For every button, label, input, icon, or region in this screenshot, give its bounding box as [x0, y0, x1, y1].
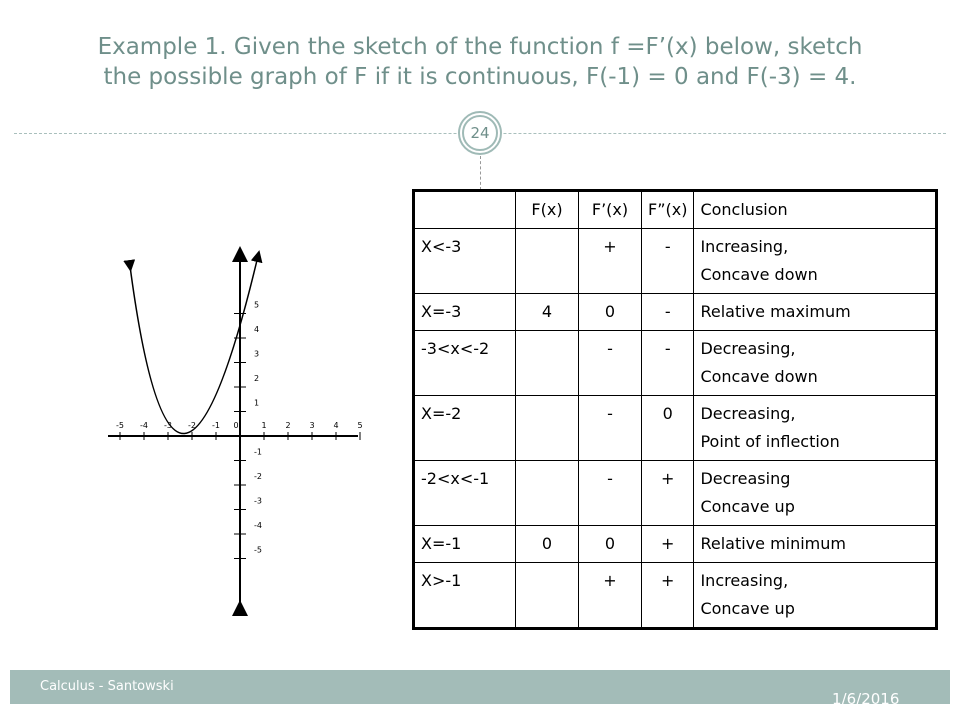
- conclusion-line-1: Decreasing,: [700, 339, 796, 358]
- derivative-graph: [118, 250, 368, 612]
- x-tick-label: 2: [285, 421, 291, 430]
- f-double-prime-sign-cell: +: [642, 563, 694, 629]
- f-prime-sign-cell: -: [579, 331, 642, 396]
- f-double-prime-sign-cell: -: [642, 331, 694, 396]
- y-tick-label: 2: [254, 374, 260, 383]
- interval-cell: -2<x<-1: [414, 461, 516, 526]
- conclusion-line-1: Decreasing: [700, 469, 791, 488]
- page-number-badge: [458, 111, 502, 155]
- f-double-prime-sign-cell: -: [642, 229, 694, 294]
- f-prime-sign-cell: 0: [579, 526, 642, 563]
- y-tick-label: 4: [254, 325, 260, 334]
- f-value-cell: [516, 461, 579, 526]
- y-tick-label: -5: [254, 545, 262, 555]
- y-tick-label: -2: [254, 472, 262, 481]
- interval-cell: X=-1: [414, 526, 516, 563]
- x-tick-label: 0: [233, 421, 239, 430]
- f-prime-sign-cell: +: [579, 563, 642, 629]
- interval-cell: X=-2: [414, 396, 516, 461]
- y-tick-label: 3: [254, 349, 260, 359]
- slide-title: [30, 32, 930, 92]
- f-double-prime-sign-cell: +: [642, 461, 694, 526]
- conclusion-cell: [694, 526, 937, 563]
- f-prime-sign-cell: -: [579, 396, 642, 461]
- interval-cell: X=-3: [414, 294, 516, 331]
- interval-cell: -3<x<-2: [414, 331, 516, 396]
- header-cell: [414, 191, 516, 229]
- f-double-prime-sign-cell: 0: [642, 396, 694, 461]
- title-line-1: Example 1. Given the sketch of the function f =F’(x) below, sketch: [97, 34, 863, 60]
- f-value-cell: [516, 331, 579, 396]
- conclusion-cell: [694, 563, 937, 629]
- conclusion-line-1: Decreasing,: [700, 404, 796, 423]
- table-row: [414, 331, 937, 396]
- table-row: [414, 526, 937, 563]
- page-number: 24: [462, 115, 498, 151]
- conclusion-cell: [694, 229, 937, 294]
- parabola-curve: [130, 256, 258, 434]
- footer-author: Calculus - Santowski: [40, 679, 174, 694]
- table-row: [414, 563, 937, 629]
- f-value-cell: 0: [516, 526, 579, 563]
- conclusion-line-1: Increasing,: [700, 571, 789, 590]
- f-prime-sign-cell: +: [579, 229, 642, 294]
- f-value-cell: [516, 396, 579, 461]
- analysis-table: [412, 189, 938, 630]
- y-tick-label: 5: [254, 300, 260, 310]
- conclusion-line-1: Increasing,: [700, 237, 789, 256]
- conclusion-cell: [694, 294, 937, 331]
- footer-date: 1/6/2016: [832, 690, 900, 708]
- conclusion-cell: [694, 331, 937, 396]
- y-tick-label: -3: [254, 496, 262, 506]
- f-value-cell: [516, 229, 579, 294]
- conclusion-line-1: Relative minimum: [700, 534, 846, 553]
- conclusion-line-1: Relative maximum: [700, 302, 851, 321]
- y-tick-label: -4: [254, 521, 262, 530]
- x-tick-label: -1: [212, 421, 220, 430]
- x-tick-label: -3: [164, 421, 172, 430]
- y-tick-label: -1: [254, 447, 262, 457]
- conclusion-line-2: Concave down: [700, 265, 818, 284]
- f-double-prime-sign-cell: -: [642, 294, 694, 331]
- connector-dash: [480, 156, 481, 190]
- conclusion-line-2: Concave up: [700, 599, 795, 618]
- header-cell: F(x): [516, 191, 579, 229]
- y-tick-label: 1: [254, 398, 260, 408]
- table-row: [414, 461, 937, 526]
- interval-cell: X<-3: [414, 229, 516, 294]
- f-prime-sign-cell: -: [579, 461, 642, 526]
- conclusion-cell: [694, 461, 937, 526]
- conclusion-line-2: Concave down: [700, 367, 818, 386]
- f-double-prime-sign-cell: +: [642, 526, 694, 563]
- conclusion-line-2: Concave up: [700, 497, 795, 516]
- f-value-cell: 4: [516, 294, 579, 331]
- x-tick-label: -4: [140, 421, 148, 430]
- table-header-row: [414, 191, 937, 229]
- x-tick-label: 4: [333, 421, 339, 430]
- conclusion-line-2: Point of inflection: [700, 432, 840, 451]
- header-cell: F’(x): [579, 191, 642, 229]
- x-tick-label: -5: [116, 421, 124, 430]
- x-tick-label: 5: [357, 421, 363, 430]
- interval-cell: X>-1: [414, 563, 516, 629]
- table-row: [414, 396, 937, 461]
- conclusion-cell: [694, 396, 937, 461]
- f-prime-sign-cell: 0: [579, 294, 642, 331]
- table-row: [414, 294, 937, 331]
- table-row: [414, 229, 937, 294]
- header-cell: F”(x): [642, 191, 694, 229]
- x-tick-label: -2: [188, 421, 196, 430]
- x-tick-label: 3: [309, 421, 315, 430]
- f-value-cell: [516, 563, 579, 629]
- title-line-2: the possible graph of F if it is continuous, F(-1) = 0 and F(-3) = 4.: [103, 64, 857, 90]
- header-cell: Conclusion: [694, 191, 937, 229]
- x-tick-label: 1: [261, 421, 267, 430]
